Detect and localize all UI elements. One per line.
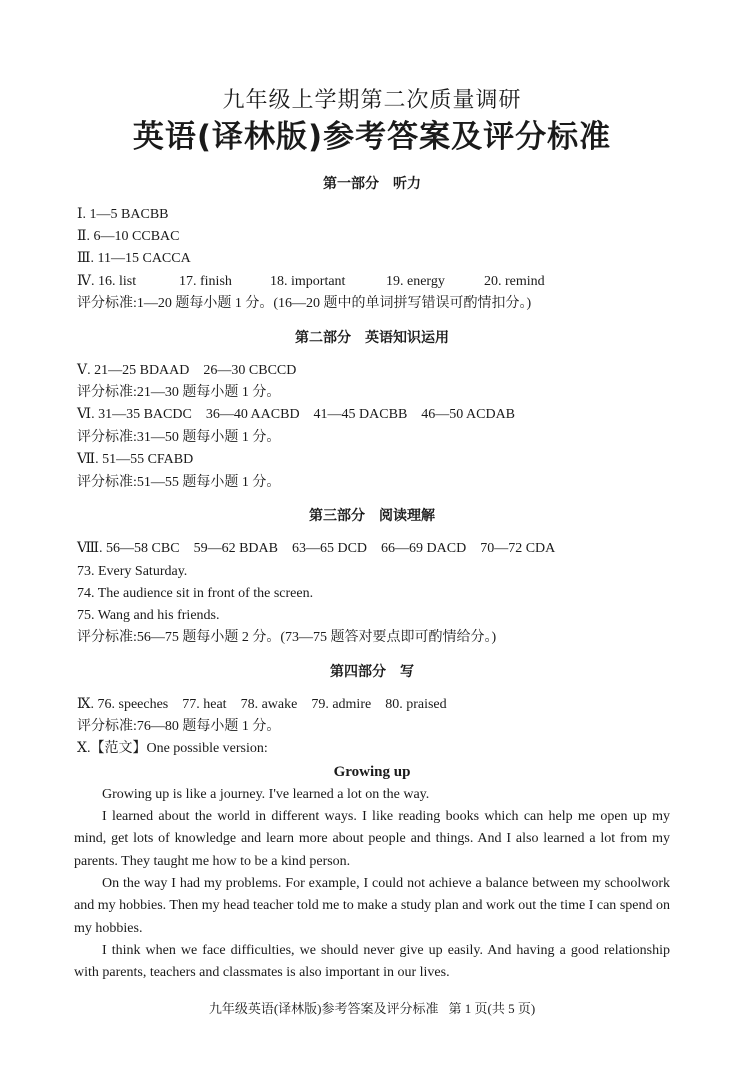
score-note-part3: 评分标准:56—75 题每小题 2 分。(73—75 题答对要点即可酌情给分。)	[77, 630, 497, 645]
essay-paragraph-2: I learned about the world in different ways. I like reading books which can help me open up my mind, get lots of knowledge and learn more about people and things. And I also learned a lot from my parents. They taught me how to be a kind person.	[74, 809, 670, 869]
answer-line-8: Ⅷ. 56—58 CBC 59—62 BDAB 63—65 DCD 66—69 DACD 70—72 CDA	[77, 541, 556, 556]
answer-16: Ⅳ. 16. list	[77, 274, 137, 289]
answer-75: 75. Wang and his friends.	[77, 608, 220, 623]
part1-heading-number: 第一部分	[323, 176, 379, 192]
part3-heading-name: 阅读理解	[379, 508, 435, 524]
page-footer	[0, 1000, 744, 1018]
answer-line-3: Ⅲ. 11—15 CACCA	[77, 251, 191, 266]
answer-line-1: Ⅰ. 1—5 BACBB	[77, 207, 169, 222]
essay-title: Growing up	[333, 764, 411, 780]
score-note-7: 评分标准:51—55 题每小题 1 分。	[77, 475, 281, 490]
answer-line-2: Ⅱ. 6—10 CCBAC	[77, 229, 180, 244]
answer-19: 19. energy	[386, 274, 445, 289]
part2-heading-name: 英语知识运用	[365, 330, 449, 346]
score-note-5: 评分标准:21—30 题每小题 1 分。	[77, 385, 281, 400]
answer-line-9: Ⅸ. 76. speeches 77. heat 78. awake 79. admire 80. praised	[77, 697, 447, 712]
answer-18: 18. important	[270, 274, 346, 289]
part2-heading	[0, 329, 744, 347]
part4-heading-name: 写	[400, 664, 414, 680]
answer-74: 74. The audience sit in front of the screen.	[77, 586, 314, 601]
score-note-6: 评分标准:31—50 题每小题 1 分。	[77, 430, 281, 445]
footer-title: 九年级英语(译林版)参考答案及评分标准	[208, 1001, 439, 1016]
part1-heading-name: 听力	[393, 176, 421, 192]
answer-line-5: Ⅴ. 21—25 BDAAD 26—30 CBCCD	[77, 363, 297, 378]
answer-line-6: Ⅵ. 31—35 BACDC 36—40 AACBD 41—45 DACBB 46—50 ACDAB	[77, 407, 516, 422]
answer-line-4	[77, 273, 545, 291]
answer-73: 73. Every Saturday.	[77, 564, 188, 579]
answer-17: 17. finish	[179, 274, 232, 289]
answer-20: 20. remind	[484, 274, 545, 289]
part2-heading-number: 第二部分	[295, 330, 351, 346]
score-note-part4: 评分标准:76—80 题每小题 1 分。	[77, 719, 281, 734]
page-number: 第 1 页(共 5 页)	[448, 1001, 536, 1016]
essay-paragraph-4: I think when we face difficulties, we should never give up easily. And having a good relationship with parents, teachers and classmates is also important in our lives.	[74, 943, 670, 981]
essay-paragraph-3: On the way I had my problems. For example, I could not achieve a balance between my schoolwork and my hobbies. Then my head teacher told me to make a study plan and work out the time I can spend on my hobbies.	[74, 876, 670, 936]
part4-heading-number: 第四部分	[330, 664, 386, 680]
part3-heading	[0, 507, 744, 525]
answer-line-7: Ⅶ. 51—55 CFABD	[77, 452, 194, 467]
part3-heading-number: 第三部分	[309, 508, 365, 524]
part4-heading	[0, 663, 744, 681]
part1-heading	[0, 175, 744, 193]
score-note-part1: 评分标准:1—20 题每小题 1 分。(16—20 题中的单词拼写错误可酌情扣分。)	[77, 296, 532, 311]
sample-essay-label: Ⅹ.【范文】One possible version:	[77, 741, 268, 756]
essay-paragraph-1: Growing up is like a journey. I've learned a lot on the way.	[102, 787, 430, 802]
page-subtitle: 九年级上学期第二次质量调研	[222, 87, 522, 112]
page-title: 英语(译林版)参考答案及评分标准	[132, 119, 612, 155]
